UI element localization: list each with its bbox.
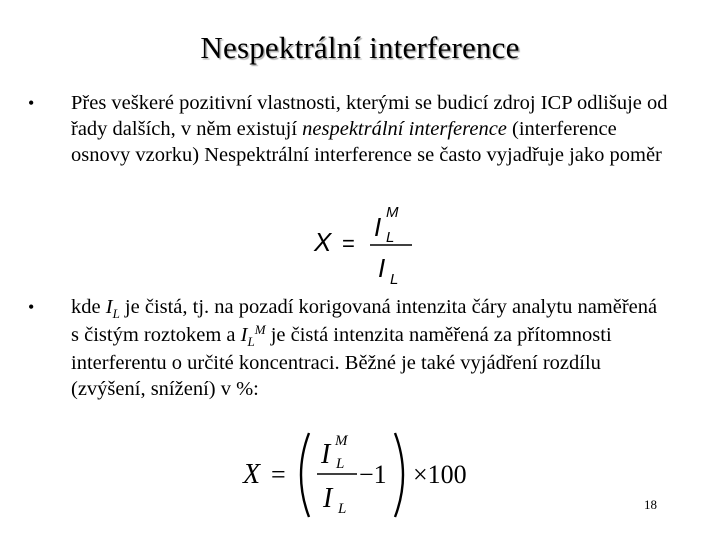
percent-lhs: X: [243, 459, 261, 490]
bullet-1-text-part-2: (interference osnovy vzorku) Nespektrální interference se často vyjadřuje jako poměr: [71, 118, 662, 166]
bullet-marker: •: [28, 297, 35, 317]
ratio-formula: [300, 198, 440, 290]
matrix-intensity-superscript: M: [254, 322, 266, 337]
bullet-2-text-part-2: je čistá, tj. na pozadí korigovaná intenzita čáry analytu naměřená s čistým roztokem a: [71, 296, 658, 346]
percent-times-hundred: ×100: [413, 460, 467, 489]
bullet-marker: •: [28, 93, 35, 113]
percent-numerator-symbol: I: [321, 439, 331, 470]
right-parenthesis: [395, 433, 403, 517]
bullet-1-emphasis: nespektrální interference: [302, 118, 507, 140]
bullet-1: [28, 90, 668, 168]
bullet-1-text-part-1: Přes veškeré pozitivní vlastnosti, kterými se budicí zdroj ICP odlišuje od řady dalších, v něm existují: [71, 92, 668, 140]
bullet-2-text-part-1: kde: [71, 296, 106, 318]
percent-denominator-sub: L: [338, 501, 347, 517]
ratio-numerator-symbol: I: [374, 212, 382, 242]
percent-numerator-sub: L: [336, 456, 345, 472]
ratio-equals: =: [342, 231, 355, 256]
ratio-denominator-symbol: I: [378, 253, 386, 283]
bullet-1-text: [71, 90, 668, 168]
bullet-2-text: [71, 294, 668, 402]
left-parenthesis: [301, 433, 309, 517]
slide-title: Nespektrální interference: [200, 30, 520, 65]
page-number: 18: [644, 497, 657, 512]
percent-minus-one: −1: [359, 460, 387, 489]
ratio-numerator-sub: L: [386, 229, 395, 246]
percent-equals: =: [271, 460, 286, 489]
bullet-2-text-part-3: je čistá intenzita naměřená za přítomnosti interferentu o určité koncentraci. Běžné je také vyjádření rozdílu (zvýšení, snížení) v %:: [71, 324, 612, 400]
intensity-symbol: I: [105, 296, 113, 318]
ratio-numerator-sup: M: [386, 204, 399, 221]
matrix-intensity-subscript: L: [247, 334, 255, 349]
matrix-intensity-symbol: I: [240, 324, 248, 346]
percent-formula: [235, 425, 495, 525]
bullet-2: [28, 294, 668, 402]
ratio-denominator-sub: L: [390, 271, 399, 288]
percent-denominator-symbol: I: [323, 483, 333, 514]
percent-numerator-sup: M: [335, 433, 348, 449]
ratio-lhs: X: [314, 227, 332, 257]
intensity-subscript: L: [112, 306, 120, 321]
